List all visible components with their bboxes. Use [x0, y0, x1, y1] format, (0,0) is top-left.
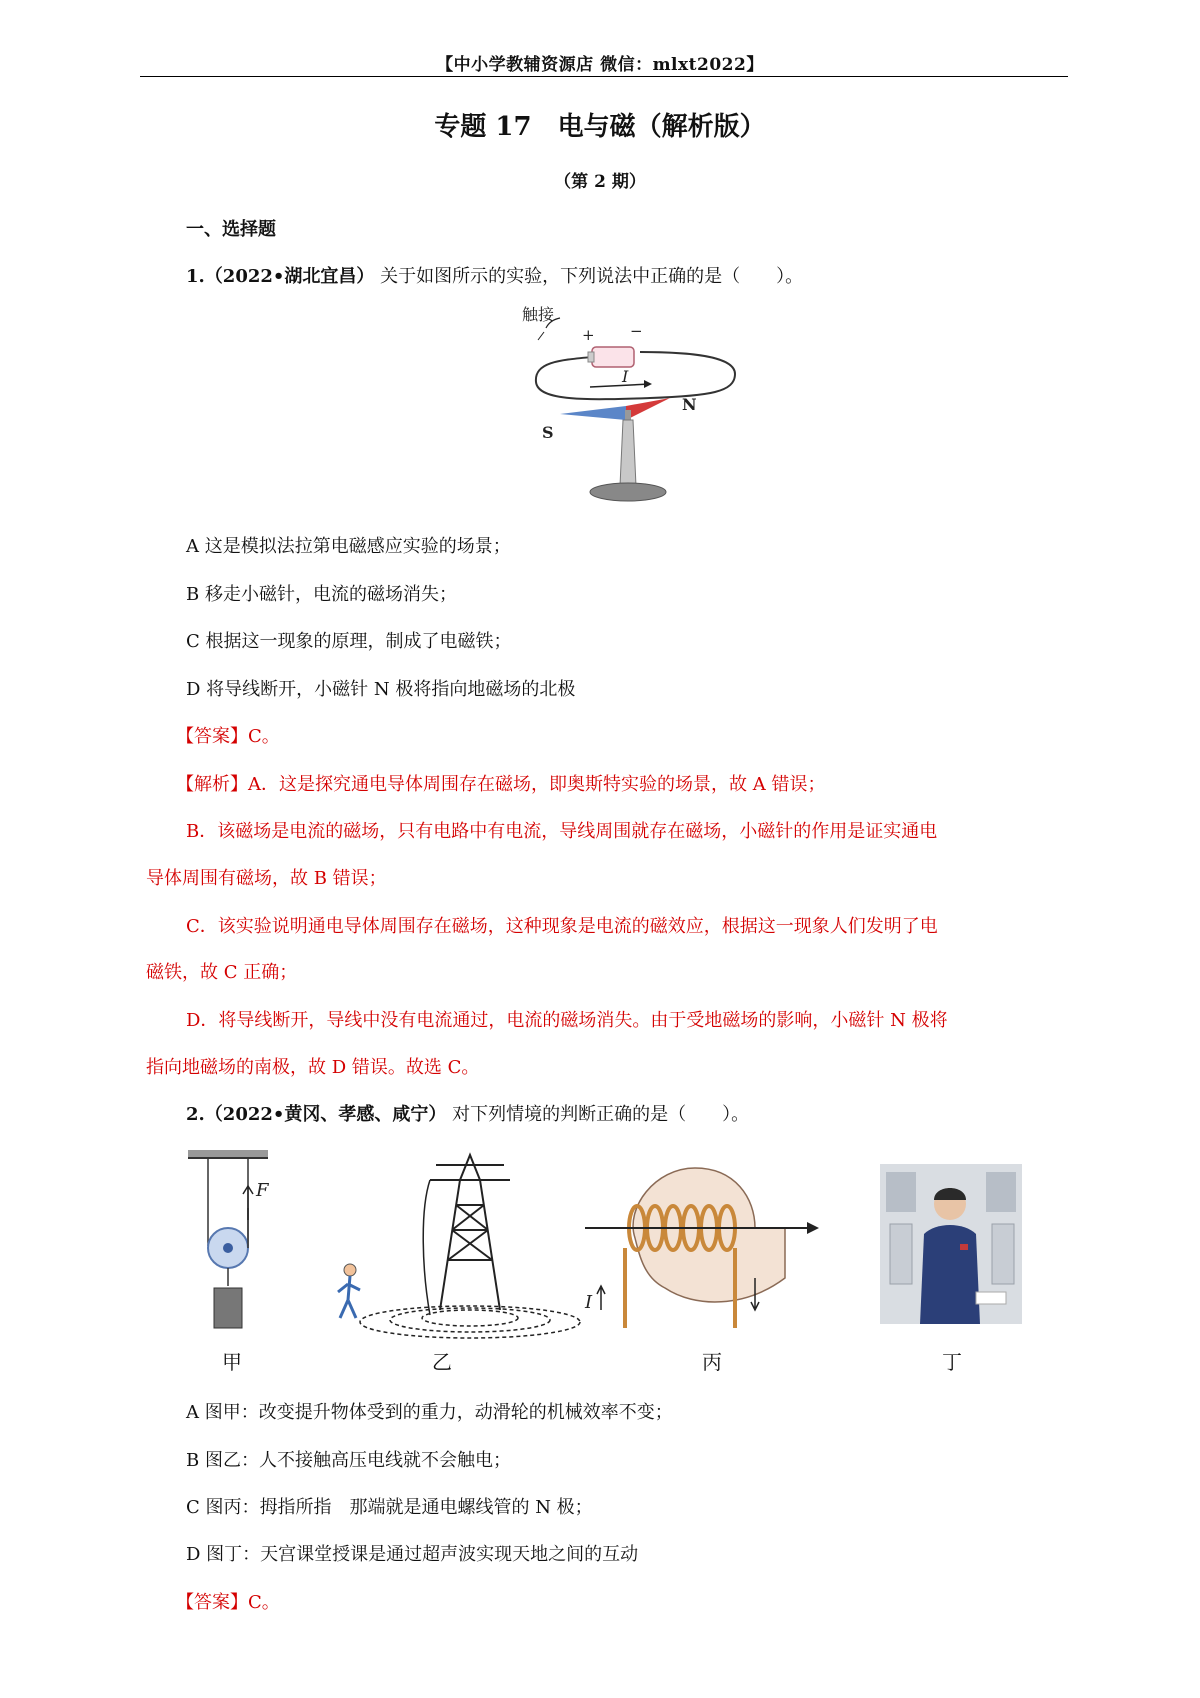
- question-1-text: 关于如图所示的实验，下列说法中正确的是（ ）。: [380, 266, 804, 287]
- question-1-source: 1.（2022•湖北宜昌）: [186, 266, 375, 287]
- stand-post: [620, 420, 636, 486]
- person-head: [344, 1264, 356, 1276]
- cabin-panel-right: [986, 1172, 1016, 1212]
- question-1-analysis-line-1: 【解析】A．这是探究通电导体周围存在磁场，即奥斯特实验的场景，故 A 错误；: [176, 774, 826, 795]
- current-arrow-head: [644, 380, 652, 388]
- caption-bing: 丙: [702, 1350, 722, 1374]
- document-subtitle: （第 2 期）: [554, 172, 646, 192]
- needle-south-half: [560, 406, 626, 420]
- suit-flag-patch: [960, 1244, 968, 1250]
- fallen-wire: [423, 1180, 430, 1315]
- document-title: 专题 17 电与磁（解析版）: [434, 112, 766, 142]
- weight-block: [214, 1288, 242, 1328]
- current-label: I: [622, 367, 629, 386]
- section-heading: 一、选择题: [186, 219, 276, 240]
- battery: [592, 347, 634, 367]
- force-arrow: [243, 1186, 253, 1220]
- figure-jia-pulley: [186, 1148, 296, 1338]
- header-divider: [140, 76, 1068, 77]
- question-2-option-b: B 图乙：人不接触高压电线就不会触电；: [186, 1450, 511, 1471]
- circuit-wire: [536, 352, 735, 399]
- caption-jia: 甲: [222, 1350, 242, 1374]
- question-1-answer: 【答案】C。: [176, 726, 280, 747]
- cabin-panel-left: [886, 1172, 916, 1212]
- cabin-equipment-left: [890, 1224, 912, 1284]
- tower-crossarms: [430, 1155, 510, 1180]
- figure-bing-solenoid: [585, 1148, 845, 1338]
- question-1-analysis-line-2: B．该磁场是电流的磁场，只有电路中有电流，导线周围就存在磁场，小磁针的作用是证实通电: [186, 821, 938, 842]
- question-2-option-d: D 图丁：天宫课堂授课是通过超声波实现天地之间的互动: [186, 1544, 639, 1565]
- question-2-stem: [186, 1100, 749, 1126]
- touch-arrow-head: [538, 332, 544, 340]
- question-1-analysis-line-7: 指向地磁场的南极，故 D 错误。故选 C。: [146, 1057, 480, 1078]
- question-1-stem: [186, 262, 803, 288]
- field-axis-arrow-head: [807, 1222, 819, 1234]
- question-2-answer: 【答案】C。: [176, 1592, 280, 1613]
- step-voltage-ring-outer: [360, 1306, 580, 1338]
- figure-yi-power-tower: [330, 1150, 570, 1340]
- question-1-option-a: A 这是模拟法拉第电磁感应实验的场景；: [186, 536, 511, 557]
- current-arrow: [590, 384, 650, 387]
- tower-frame: [440, 1180, 500, 1310]
- person-body: [338, 1276, 360, 1318]
- question-2-option-c: C 图丙：拇指所指 那端就是通电螺线管的 N 极；: [186, 1497, 593, 1518]
- step-voltage-ring-inner: [422, 1310, 518, 1326]
- ceiling: [188, 1150, 268, 1158]
- needle-north-half: [626, 398, 670, 420]
- stand-base: [590, 483, 666, 501]
- question-2-source: 2.（2022•黄冈、孝感、咸宁）: [186, 1104, 447, 1125]
- question-2-option-a: A 图甲：改变提升物体受到的重力，动滑轮的机械效率不变；: [186, 1402, 673, 1423]
- battery-plus-label: +: [582, 326, 595, 344]
- question-1-option-d: D 将导线断开，小磁针 N 极将指向地磁场的北极: [186, 679, 576, 700]
- question-1-option-b: B 移走小磁针，电流的磁场消失；: [186, 584, 457, 605]
- question-1-analysis-line-6: D．将导线断开，导线中没有电流通过，电流的磁场消失。由于受地磁场的影响，小磁针 N 极将: [186, 1010, 948, 1031]
- cabin-equipment-right: [992, 1224, 1014, 1284]
- battery-terminal: [588, 352, 594, 362]
- hand: [633, 1168, 785, 1302]
- question-1-analysis-line-5: 磁铁，故 C 正确；: [146, 962, 298, 983]
- caption-ding: 丁: [942, 1350, 962, 1374]
- current-up-arrow: [597, 1286, 605, 1310]
- oersted-experiment-figure: [522, 300, 770, 515]
- current-label-bing: I: [585, 1292, 593, 1313]
- force-label: F: [256, 1180, 269, 1201]
- north-pole-label: N: [682, 395, 697, 414]
- question-1-analysis-line-4: C．该实验说明通电导体周围存在磁场，这种现象是电流的磁效应，根据这一现象人们发明了电: [186, 916, 938, 937]
- pulley-axle: [223, 1243, 233, 1253]
- battery-minus-label: −: [630, 322, 643, 340]
- question-2-text: 对下列情境的判断正确的是（ ）。: [452, 1104, 750, 1125]
- page-header: 【中小学教辅资源店 微信：mlxt2022】: [436, 55, 764, 75]
- needle-pivot: [625, 410, 631, 420]
- question-1-option-c: C 根据这一现象的原理，制成了电磁铁；: [186, 631, 512, 652]
- floating-object: [976, 1292, 1006, 1304]
- south-pole-label: S: [542, 423, 554, 442]
- caption-yi: 乙: [432, 1350, 452, 1374]
- question-1-analysis-line-3: 导体周围有磁场，故 B 错误；: [146, 868, 387, 889]
- figure-ding-space-station-photo: [880, 1164, 1022, 1324]
- astronaut-suit: [920, 1225, 980, 1324]
- touch-label: 触接: [522, 305, 555, 324]
- step-voltage-ring-middle: [390, 1308, 550, 1332]
